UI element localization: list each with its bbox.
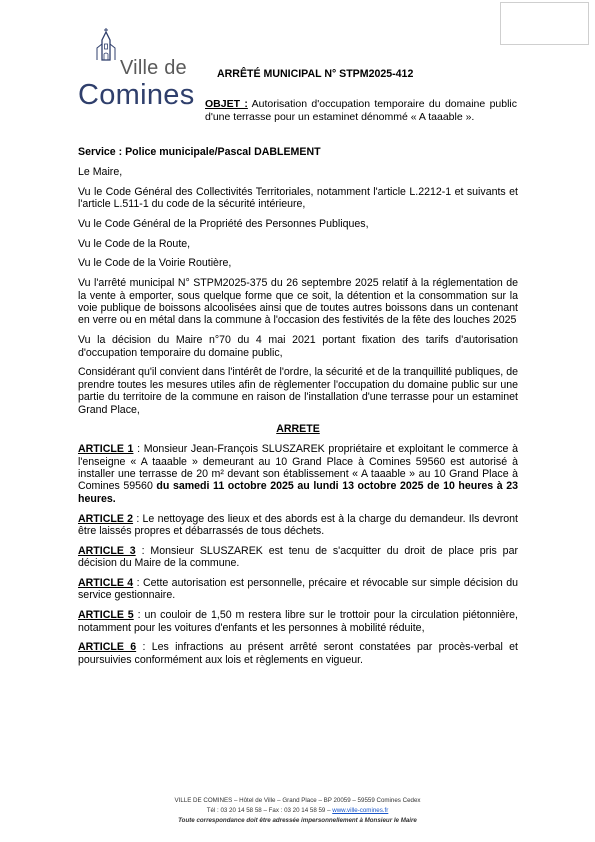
vu-paragraph: Vu le Code de la Route,	[78, 237, 191, 250]
article-paragraph	[78, 545, 518, 570]
maire-line: Le Maire,	[78, 165, 123, 178]
arrete-heading: ARRETE	[276, 423, 320, 436]
footer-phone-fax: Tél : 03 20 14 58 58 – Fax : 03 20 14 58 59 –	[206, 807, 333, 815]
ville-de-comines-logo	[78, 27, 196, 109]
considerant-paragraph: Considérant qu'il convient dans l'intérêt de l'ordre, la sécurité et de la tranquillité publiques, de prendre toutes les mesures utiles afin de règlementer l'occupation du domaine public sur une partie du territoire de la commune en raison de l'installation d'une terrasse pour un estaminet Grand Place,	[78, 366, 518, 416]
article-label: ARTICLE 3	[78, 544, 136, 557]
vu-paragraph: Vu l'arrêté municipal N° STPM2025-375 du 26 septembre 2025 relatif à la réglementation de la vente à emporter, sous quelque forme que ce soit, la détention et la consommation sur la voie publique de boissons alcoolisées ainsi que de toutes autres boissons dans un contenant en verre ou en métal dans la commune à l'occasion des festivités de la fête des louches 2025	[78, 277, 518, 327]
article-label: ARTICLE 5	[78, 609, 134, 622]
article-text: : Le nettoyage des lieux et des abords est à la charge du demandeur. Ils devront être laissés propres et débarrassés de tous déchets.	[78, 512, 518, 538]
footer-address: VILLE DE COMINES – Hôtel de Ville – Grand Place – BP 20059 – 59559 Comines Cedex	[174, 797, 421, 804]
vu-paragraph: Vu le Code de la Voirie Routière,	[78, 257, 232, 270]
article-text: : Monsieur SLUSZAREK est tenu de s'acquitter du droit de place pris par décision du Maire de la commune.	[78, 544, 518, 570]
objet-label: OBJET :	[205, 98, 248, 110]
logo-comines-text: Comines	[78, 79, 195, 111]
service-line: Service : Police municipale/Pascal DABLEMENT	[78, 146, 321, 158]
page-footer	[100, 796, 495, 827]
article-text: : Monsieur Jean-François SLUSZAREK propriétaire et exploitant le commerce à l'enseigne « A taaable » demeurant au 10 Grand Place à Comines 59560 est autorisé à installer une terrasse de 20 m² devant son établissement « A taaable » au 10 Grand Place à Comines 59560	[78, 443, 518, 493]
article-label: ARTICLE 4	[78, 577, 134, 590]
article-label: ARTICLE 2	[78, 512, 134, 525]
article-label: ARTICLE 1	[78, 443, 134, 456]
article-label: ARTICLE 6	[78, 641, 137, 654]
article-paragraph	[78, 577, 518, 602]
objet-block	[205, 98, 517, 123]
article-paragraph	[78, 443, 518, 505]
vu-paragraph: Vu le Code Général de la Propriété des Personnes Publiques,	[78, 217, 369, 230]
vu-paragraph: Vu le Code Général des Collectivités Territoriales, notamment l'article L.2212-1 et suivants et l'article L.511-1 du code de la sécurité intérieure,	[78, 185, 518, 210]
article-paragraph	[78, 641, 518, 666]
logo-ville-de-text: Ville de	[120, 57, 187, 79]
stamp-box	[500, 2, 589, 45]
article-text: : un couloir de 1,50 m restera libre sur le trottoir pour la circulation piétonnière, notamment pour les voitures d'enfants et les personnes à mobilité réduite,	[78, 609, 518, 634]
objet-text: Autorisation d'occupation temporaire du domaine public d'une terrasse pour un estaminet dénommé « A taaable ».	[205, 98, 517, 123]
footer-contact	[100, 806, 495, 816]
footer-correspondence-note: Toute correspondance doit être adressée impersonnellement à Monsieur le Maire	[178, 817, 417, 825]
document-title: ARRÊTÉ MUNICIPAL N° STPM2025-412	[217, 68, 414, 80]
article-text: : Cette autorisation est personnelle, précaire et révocable sur simple décision du service gestionnaire.	[78, 577, 518, 602]
vu-paragraph: Vu la décision du Maire n°70 du 4 mai 2021 portant fixation des tarifs d'autorisation d'occupation temporaire du domaine public,	[78, 334, 518, 359]
church-icon	[94, 27, 118, 61]
article-paragraph	[78, 513, 518, 538]
website-link[interactable]: www.ville-comines.fr	[332, 807, 389, 815]
document-body	[78, 146, 518, 674]
article-paragraph	[78, 609, 518, 634]
article-text: : Les infractions au présent arrêté seront constatées par procès-verbal et poursuivies conformément aux lois et règlements en vigueur.	[78, 641, 518, 666]
article-bold-text: du samedi 11 octobre 2025 au lundi 13 octobre 2025 de 10 heures à 23 heures.	[78, 480, 519, 505]
